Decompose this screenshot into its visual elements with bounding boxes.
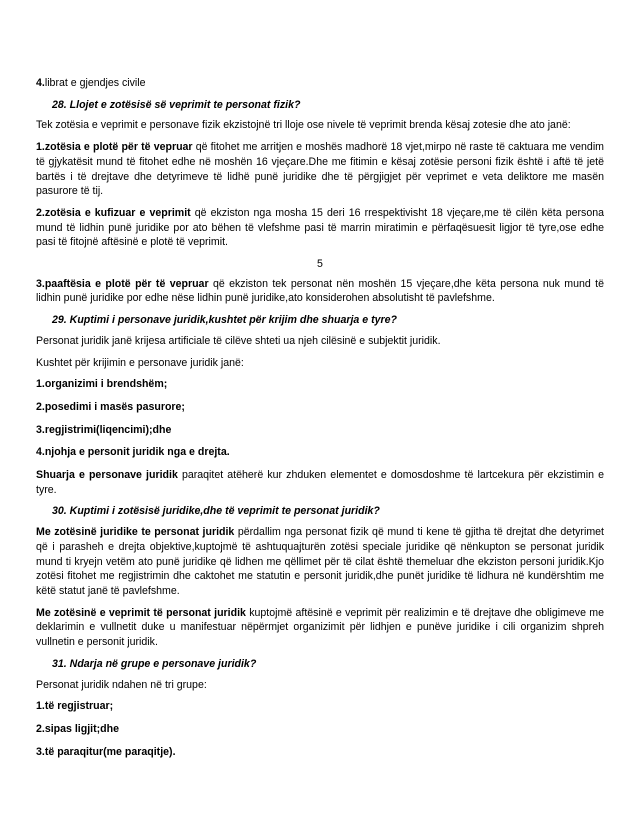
heading-28: 28. Llojet e zotësisë së veprimit te personat fizik? — [52, 98, 301, 111]
list-item-kushtet: 4.njohja e personit juridik nga e drejta. — [36, 446, 230, 459]
paragraph-personat-juridik: Personat juridik janë krijesa artificiale të cilëve shteti ua njeh cilësinë e subjektit juridik. — [36, 334, 441, 347]
term-bold: Me zotësinë e veprimit të personat juridik — [36, 606, 246, 619]
paragraph-text: kuptojmë aftësinë e veprimit për realizimin e të drejtave dhe obligimeve me deklarimin e vullnetit duke u manifestuar nëpërmjet organizimit për lidhjen e punëve juridike i cili organizim shpreh vullnetin e personit juridik. — [36, 606, 605, 649]
list-item-grupe: 1.të regjistruar; — [36, 700, 114, 713]
term-bold: Shuarja e personave juridik — [36, 469, 178, 482]
paragraph-paaftesia — [36, 277, 604, 306]
paragraph-text: paraqitet atëherë kur zhduken elementet e domosdoshme të lartcekura për ekzistimin e tyre. — [36, 469, 604, 496]
term-bold: 3.paaftësia e plotë për të vepruar — [36, 277, 209, 290]
list-item-grupe: 2.sipas ligjit;dhe — [36, 722, 120, 735]
paragraph-text: librat e gjendjes civile — [44, 77, 146, 89]
term-bold: Me zotësinë juridike te personat juridik — [36, 526, 235, 539]
term-bold: 2.zotësia e kufizuar e veprimit — [36, 206, 191, 219]
list-item-kushtet: 2.posedimi i masës pasurore; — [36, 400, 185, 413]
paragraph-intro-28: Tek zotësia e veprimit e personave fizik ekzistojnë tri lloje ose nivele të veprimit brenda kësaj zotesie dhe ato janë: — [36, 119, 571, 132]
paragraph-ndahen: Personat juridik ndahen në tri grupe: — [36, 678, 207, 691]
paragraph-zotesia-juridike — [36, 525, 604, 599]
paragraph-kushtet: Kushtet për krijimin e personave juridik janë: — [36, 356, 244, 369]
list-item-kushtet: 3.regjistrimi(liqencimi);dhe — [36, 423, 172, 436]
paragraph-text: që fitohet me arritjen e moshës madhorë 18 vjet,mirpo në raste të caktuara me vendim të gjykatësit mund të fitohet edhe në moshën 16 vjeçare.Dhe me fitimin e kësaj zotësie personi fizik është i aftë të jetë bartës i të drejtave dhe detyrimeve të lidhë punë juridike dhe të përgjigjet për veprimet e veta deliktore me masën pasurore të tij. — [36, 141, 604, 198]
heading-30: 30. Kuptimi i zotësisë juridike,dhe të veprimit te personat juridik? — [52, 505, 380, 518]
term-bold: 1.zotësia e plotë për të vepruar — [36, 141, 193, 154]
list-item-kushtet: 1.organizimi i brendshëm; — [36, 378, 168, 391]
paragraph-zotesia-veprimit — [36, 606, 604, 650]
list-item-grupe: 3.të paraqitur(me paraqitje). — [36, 745, 176, 758]
heading-29: 29. Kuptimi i personave juridik,kushtet për krijim dhe shuarja e tyre? — [52, 314, 397, 327]
paragraph-number: 4. — [36, 77, 45, 89]
heading-31: 31. Ndarja në grupe e personave juridik? — [52, 657, 257, 670]
page-number: 5 — [317, 258, 323, 271]
paragraph-text: që ekziston tek personat nën moshën 15 vjeçare,dhe këta persona nuk mund të lidhin punë juridike por edhe nëse lidhin punë juridike,ato konsiderohen absolutisht të pavlefshme. — [36, 277, 605, 305]
paragraph-text: përdallim nga personat fizik që mund ti kene të gjitha të drejtat dhe detyrimet që i parasheh e drejta objektive,kuptojmë të ashtuquajturën zotësi speciale juridike që nënkupton se personat juridik mund ti kryejn vetëm ato punë juridike që lidhen me qëllimet për të cilat është themeluar dhe ekziston personi juridik.Kjo zotësi fitohet me regjistrimin dhe caktohet me statutin e personit juridik,dhe punët juridike të lidhura në kundërshtim me këtë statut janë të pavlefshme. — [36, 526, 604, 597]
paragraph-zotesia-plote — [36, 140, 604, 199]
paragraph-shuarja — [36, 468, 604, 497]
paragraph-librat — [36, 76, 604, 91]
paragraph-text: që ekziston nga mosha 15 deri 16 rrespektivisht 18 vjeçare,me të cilën këta persona mund të lidhin punë juridike por ato bëhen të vlefshme pasi të marrin miratimin e përfaqësuesit ligjor të tyre,ose edhe pasi të fitojnë aftësinë e plotë të veprimit. — [36, 206, 605, 249]
paragraph-zotesia-kufizuar — [36, 206, 604, 250]
